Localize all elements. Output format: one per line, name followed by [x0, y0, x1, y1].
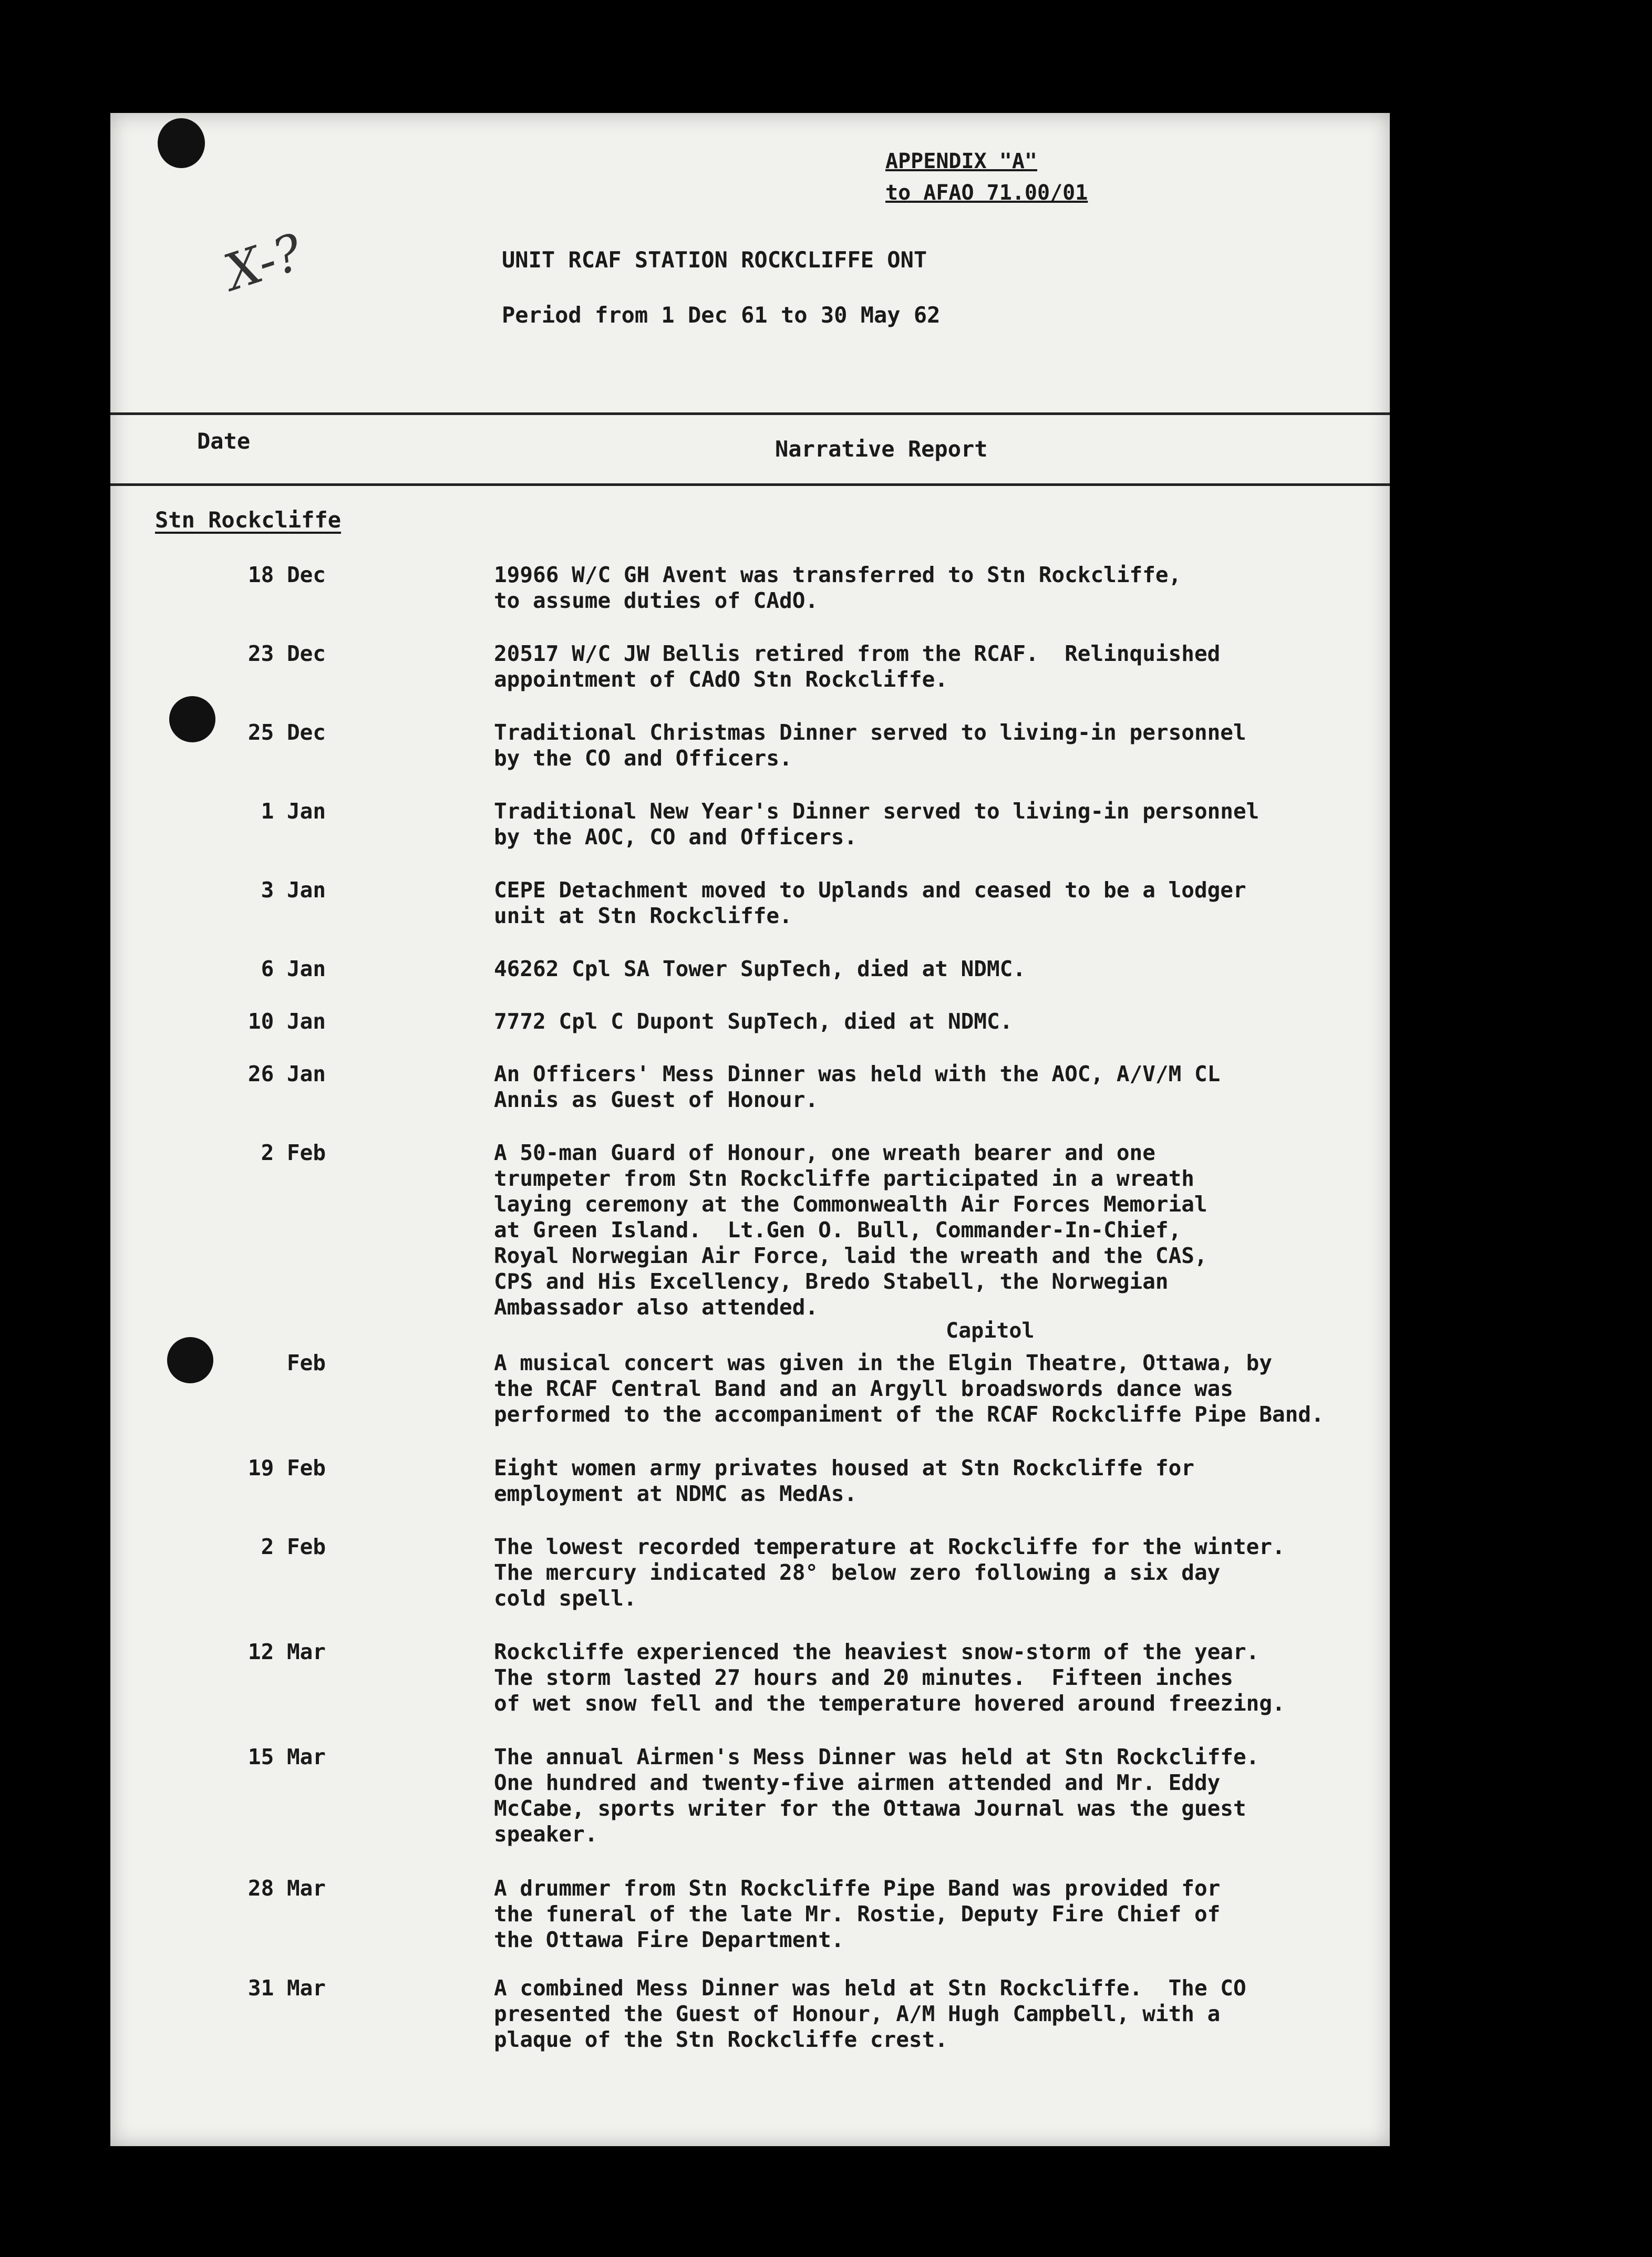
entry-date: Feb	[286, 1350, 326, 1375]
entry-text: 7772 Cpl C Dupont SupTech, died at NDMC.	[494, 1009, 1013, 1034]
appendix-order: to AFAO 71.00/01	[885, 181, 1088, 205]
entry-date: 31 Mar	[247, 1975, 326, 2001]
header-top-rule	[110, 412, 1390, 415]
handwritten-mark: X-?	[218, 223, 309, 303]
entry-date: 25 Dec	[247, 720, 326, 745]
appendix-reference	[885, 146, 1088, 209]
entry-date: 28 Mar	[247, 1876, 326, 1901]
appendix-title: APPENDIX "A"	[885, 149, 1037, 173]
entry-date: 26 Jan	[247, 1061, 326, 1086]
entry-date: 19 Feb	[247, 1455, 326, 1480]
entry-text: An Officers' Mess Dinner was held with the AOC, A/V/M CL Annis as Guest of Honour.	[494, 1061, 1221, 1112]
unit-name: UNIT RCAF STATION ROCKCLIFFE ONT	[502, 247, 927, 273]
entry-text: The annual Airmen's Mess Dinner was held at Stn Rockcliffe. One hundred and twenty-five airmen attended and Mr. Eddy McCabe, sports writer for the Ottawa Journal was the guest speaker.	[494, 1744, 1259, 1847]
entry-date: 1 Jan	[261, 799, 326, 824]
entry-text: A combined Mess Dinner was held at Stn Rockcliffe. The CO presented the Guest of Honour, A/M Hugh Campbell, with a plaque of the Stn Rockcliffe crest.	[494, 1975, 1246, 2052]
entry-date: 2 Feb	[261, 1140, 326, 1165]
handwritten-insertion: Capitol	[946, 1319, 1035, 1343]
ink-blot	[158, 118, 205, 168]
entry-text: Traditional New Year's Dinner served to living-in personnel by the AOC, CO and Officers.	[494, 799, 1259, 850]
header-bottom-rule	[110, 483, 1390, 486]
entry-text: A 50-man Guard of Honour, one wreath bearer and one trumpeter from Stn Rockcliffe participated in a wreath laying ceremony at the Commonwealth Air Forces Memorial at Green Island. Lt.Gen O. Bull, Commander-In-Chief, Royal Norwegian Air Force, laid the wreath and the CAS, CPS and His Excellency, Bredo Stabell, the Norwegian Ambassador also attended.	[494, 1140, 1207, 1320]
entry-text: Traditional Christmas Dinner served to living-in personnel by the CO and Officers.	[494, 720, 1246, 771]
entry-text: Eight women army privates housed at Stn Rockcliffe for employment at NDMC as MedAs.	[494, 1455, 1194, 1506]
entry-date: 12 Mar	[247, 1639, 326, 1664]
entry-text: The lowest recorded temperature at Rockcliffe for the winter. The mercury indicated 28° below zero following a six day cold spell.	[494, 1534, 1285, 1611]
entry-date: 3 Jan	[261, 877, 326, 903]
entry-date: 6 Jan	[261, 956, 326, 981]
entry-text: Rockcliffe experienced the heaviest snow-storm of the year. The storm lasted 27 hours and 20 minutes. Fifteen inches of wet snow fell and the temperature hovered around freezing.	[494, 1639, 1285, 1716]
entry-date: 2 Feb	[261, 1534, 326, 1559]
entry-text: CEPE Detachment moved to Uplands and ceased to be a lodger unit at Stn Rockcliffe.	[494, 877, 1246, 928]
entry-text: 19966 W/C GH Avent was transferred to Stn Rockcliffe, to assume duties of CAdO.	[494, 562, 1182, 613]
entry-text: A musical concert was given in the Elgin Theatre, Ottawa, by the RCAF Central Band and an Argyll broadswords dance was performed to the accompaniment of the RCAF Rockcliffe Pipe Band.	[494, 1350, 1324, 1427]
column-header-date: Date	[197, 428, 251, 454]
column-header-narrative: Narrative Report	[775, 436, 988, 462]
document-page	[110, 113, 1390, 2146]
entry-date: 18 Dec	[247, 562, 326, 587]
entry-text: A drummer from Stn Rockcliffe Pipe Band was provided for the funeral of the late Mr. Rostie, Deputy Fire Chief of the Ottawa Fire Department.	[494, 1876, 1221, 1952]
report-period: Period from 1 Dec 61 to 30 May 62	[502, 302, 941, 328]
entry-date: 15 Mar	[247, 1744, 326, 1769]
entry-date: 23 Dec	[247, 641, 326, 666]
entry-text: 20517 W/C JW Bellis retired from the RCAF. Relinquished appointment of CAdO Stn Rockcliffe.	[494, 641, 1221, 692]
entry-text: 46262 Cpl SA Tower SupTech, died at NDMC.	[494, 956, 1026, 981]
entry-date: 10 Jan	[247, 1009, 326, 1034]
section-heading: Stn Rockcliffe	[155, 507, 342, 533]
